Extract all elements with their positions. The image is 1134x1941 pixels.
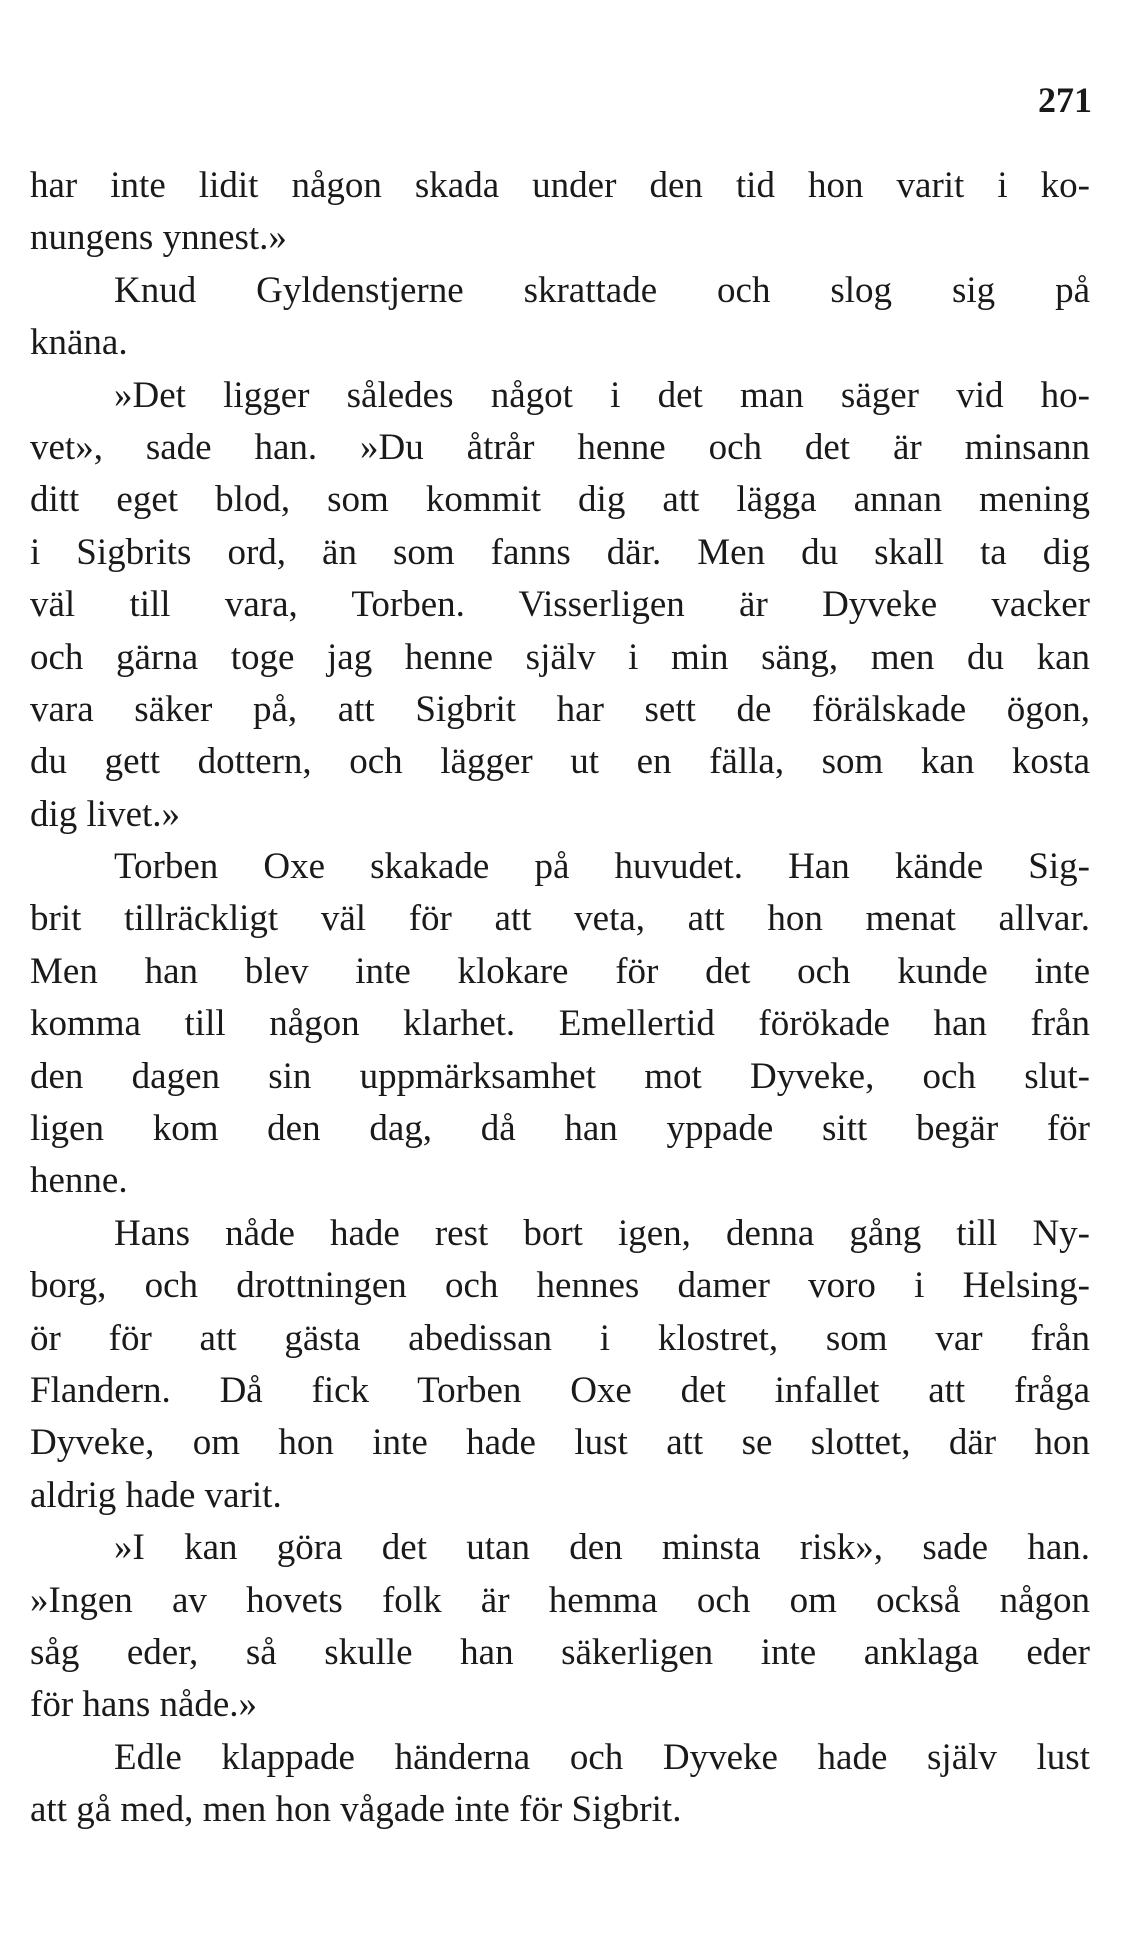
text-line: komma till någon klarhet. Emellertid förökade han från: [30, 1003, 1090, 1045]
text-line: brit tillräckligt väl för att veta, att hon menat allvar.: [30, 898, 1090, 940]
text-line: Hans nåde hade rest bort igen, denna gång till Ny-: [114, 1212, 1090, 1254]
text-line: väl till vara, Torben. Visserligen är Dyveke vacker: [30, 584, 1090, 626]
text-line: Men han blev inte klokare för det och kunde inte: [30, 950, 1090, 992]
text-line: aldrig hade varit.: [30, 1474, 282, 1516]
text-line: »I kan göra det utan den minsta risk», sade han.: [114, 1527, 1090, 1569]
text-line: Torben Oxe skakade på huvudet. Han kände Sig-: [114, 846, 1090, 888]
page-number: 271: [1038, 80, 1092, 120]
text-line: vet», sade han. »Du åtrår henne och det är minsann: [30, 426, 1090, 468]
text-line: ör för att gästa abedissan i klostret, som var från: [30, 1317, 1090, 1359]
text-line: att gå med, men hon vågade inte för Sigbrit.: [30, 1789, 682, 1831]
text-line: henne.: [30, 1160, 128, 1202]
text-line: såg eder, så skulle han säkerligen inte anklaga eder: [30, 1631, 1090, 1673]
text-line: du gett dottern, och lägger ut en fälla, som kan kosta: [30, 741, 1090, 783]
text-line: knäna.: [30, 322, 128, 364]
text-line: ditt eget blod, som kommit dig att lägga annan mening: [30, 479, 1090, 521]
text-line: »Det ligger således något i det man säger vid ho-: [114, 374, 1090, 416]
text-line: i Sigbrits ord, än som fanns där. Men du skall ta dig: [30, 531, 1090, 573]
text-line: Knud Gyldenstjerne skrattade och slog sig på: [114, 269, 1090, 311]
text-line: Flandern. Då fick Torben Oxe det infallet att fråga: [30, 1369, 1090, 1411]
text-line: har inte lidit någon skada under den tid hon varit i ko-: [30, 165, 1090, 206]
text-line: vara säker på, att Sigbrit har sett de förälskade ögon,: [30, 688, 1090, 730]
text-line: den dagen sin uppmärksamhet mot Dyveke, och slut-: [30, 1055, 1090, 1097]
body-text: [30, 160, 1090, 1837]
text-line: för hans nåde.»: [30, 1684, 258, 1726]
text-line: »Ingen av hovets folk är hemma och om också någon: [30, 1579, 1090, 1621]
text-line: och gärna toge jag henne själv i min säng, men du kan: [30, 636, 1090, 678]
text-line: Edle klappade händerna och Dyveke hade själv lust: [114, 1736, 1090, 1778]
text-line: ligen kom den dag, då han yppade sitt begär för: [30, 1108, 1090, 1150]
text-line: nungens ynnest.»: [30, 217, 287, 259]
text-line: borg, och drottningen och hennes damer voro i Helsing-: [30, 1265, 1090, 1307]
text-line: Dyveke, om hon inte hade lust att se slottet, där hon: [30, 1422, 1090, 1464]
text-line: dig livet.»: [30, 793, 181, 835]
